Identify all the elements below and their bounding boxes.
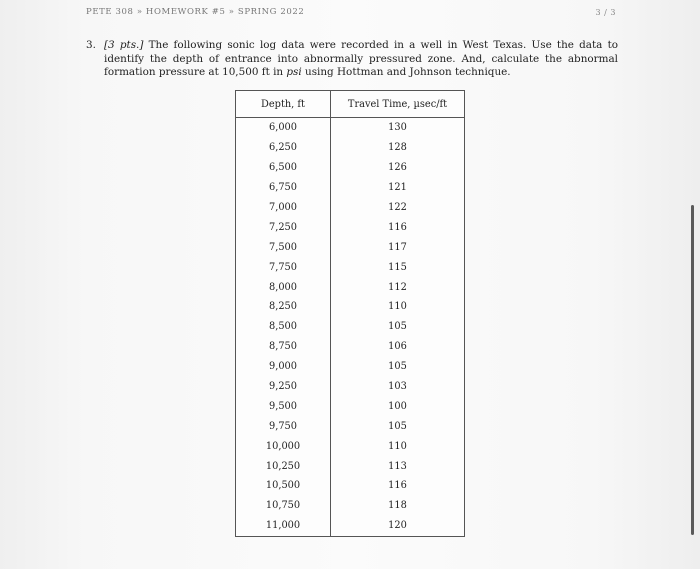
problem-text-part2: using Hottman and Johnson technique. — [301, 66, 511, 79]
table-row — [236, 357, 465, 377]
depth-cell: 6,250 — [236, 138, 331, 158]
table-row — [236, 416, 465, 436]
table-row — [236, 217, 465, 237]
depth-cell: 7,500 — [236, 237, 331, 257]
depth-cell: 6,000 — [236, 118, 331, 138]
problem-statement — [86, 39, 618, 80]
table-row — [236, 317, 465, 337]
travel-time-cell: 120 — [388, 520, 407, 532]
table-row — [236, 337, 465, 357]
travel-time-cell: 130 — [388, 122, 407, 134]
travel-time-cell: 113 — [388, 460, 407, 472]
vertical-scrollbar[interactable] — [691, 205, 694, 535]
table-row — [236, 516, 465, 536]
depth-cell: 9,000 — [236, 357, 331, 377]
table-row — [236, 158, 465, 178]
problem-text-part1: The following sonic log data were recorded in a well in West Texas. Use the data to identify the depth of entrance into abnormally pressured zone. And, calculate the abnormal formation pressure at 10,500 ft in — [104, 39, 618, 79]
depth-cell: 6,750 — [236, 178, 331, 198]
column-header-depth: Depth, ft — [236, 91, 331, 118]
travel-time-cell: 110 — [388, 301, 407, 313]
table-row — [236, 118, 465, 138]
depth-cell: 9,500 — [236, 396, 331, 416]
travel-time-cell: 112 — [388, 281, 407, 293]
travel-time-cell: 105 — [388, 321, 407, 333]
sonic-log-table — [235, 90, 465, 537]
travel-time-cell: 126 — [388, 162, 407, 174]
table-row — [236, 237, 465, 257]
problem-number: 3. — [86, 39, 96, 51]
travel-time-cell: 103 — [388, 381, 407, 393]
problem-points: [3 pts.] — [104, 39, 144, 51]
problem-text — [104, 39, 618, 80]
travel-time-cell: 122 — [388, 202, 407, 213]
column-header-travel-time: Travel Time, µsec/ft — [331, 91, 465, 118]
travel-time-cell: 106 — [388, 341, 407, 353]
table-row — [236, 297, 465, 317]
table-row — [236, 277, 465, 297]
page-number: 3 / 3 — [595, 8, 616, 17]
travel-time-cell: 105 — [388, 420, 407, 432]
travel-time-cell: 116 — [388, 480, 407, 492]
depth-cell: 10,500 — [236, 476, 331, 496]
table-row — [236, 257, 465, 277]
table-row — [236, 178, 465, 198]
depth-cell: 8,000 — [236, 277, 331, 297]
depth-cell: 10,750 — [236, 496, 331, 516]
depth-cell: 9,750 — [236, 416, 331, 436]
travel-time-cell: 128 — [388, 142, 407, 154]
travel-time-cell: 116 — [388, 221, 407, 233]
table-row — [236, 496, 465, 516]
running-header: PETE 308 » HOMEWORK #5 » SPRING 2022 — [86, 7, 305, 17]
travel-time-cell: 118 — [388, 500, 407, 512]
depth-cell: 8,500 — [236, 317, 331, 337]
depth-cell: 7,750 — [236, 257, 331, 277]
depth-cell: 7,250 — [236, 217, 331, 237]
depth-cell: 11,000 — [236, 516, 331, 536]
depth-cell: 7,000 — [236, 198, 331, 218]
table-row — [236, 396, 465, 416]
table-row — [236, 476, 465, 496]
depth-cell: 9,250 — [236, 377, 331, 397]
problem-unit-psi: psi — [286, 66, 302, 79]
travel-time-cell: 105 — [388, 361, 407, 373]
table-row — [236, 436, 465, 456]
table-row — [236, 377, 465, 397]
depth-cell: 8,250 — [236, 297, 331, 317]
table-row — [236, 198, 465, 218]
depth-cell: 10,000 — [236, 436, 331, 456]
table-header-row — [236, 91, 465, 118]
travel-time-cell: 121 — [388, 182, 407, 194]
depth-cell: 6,500 — [236, 158, 331, 178]
travel-time-cell: 117 — [388, 241, 407, 253]
travel-time-cell: 115 — [388, 261, 407, 273]
table-row — [236, 456, 465, 476]
table-row — [236, 138, 465, 158]
depth-cell: 10,250 — [236, 456, 331, 476]
table-body — [236, 118, 465, 537]
travel-time-cell: 100 — [388, 400, 407, 412]
travel-time-cell: 110 — [388, 440, 407, 452]
depth-cell: 8,750 — [236, 337, 331, 357]
